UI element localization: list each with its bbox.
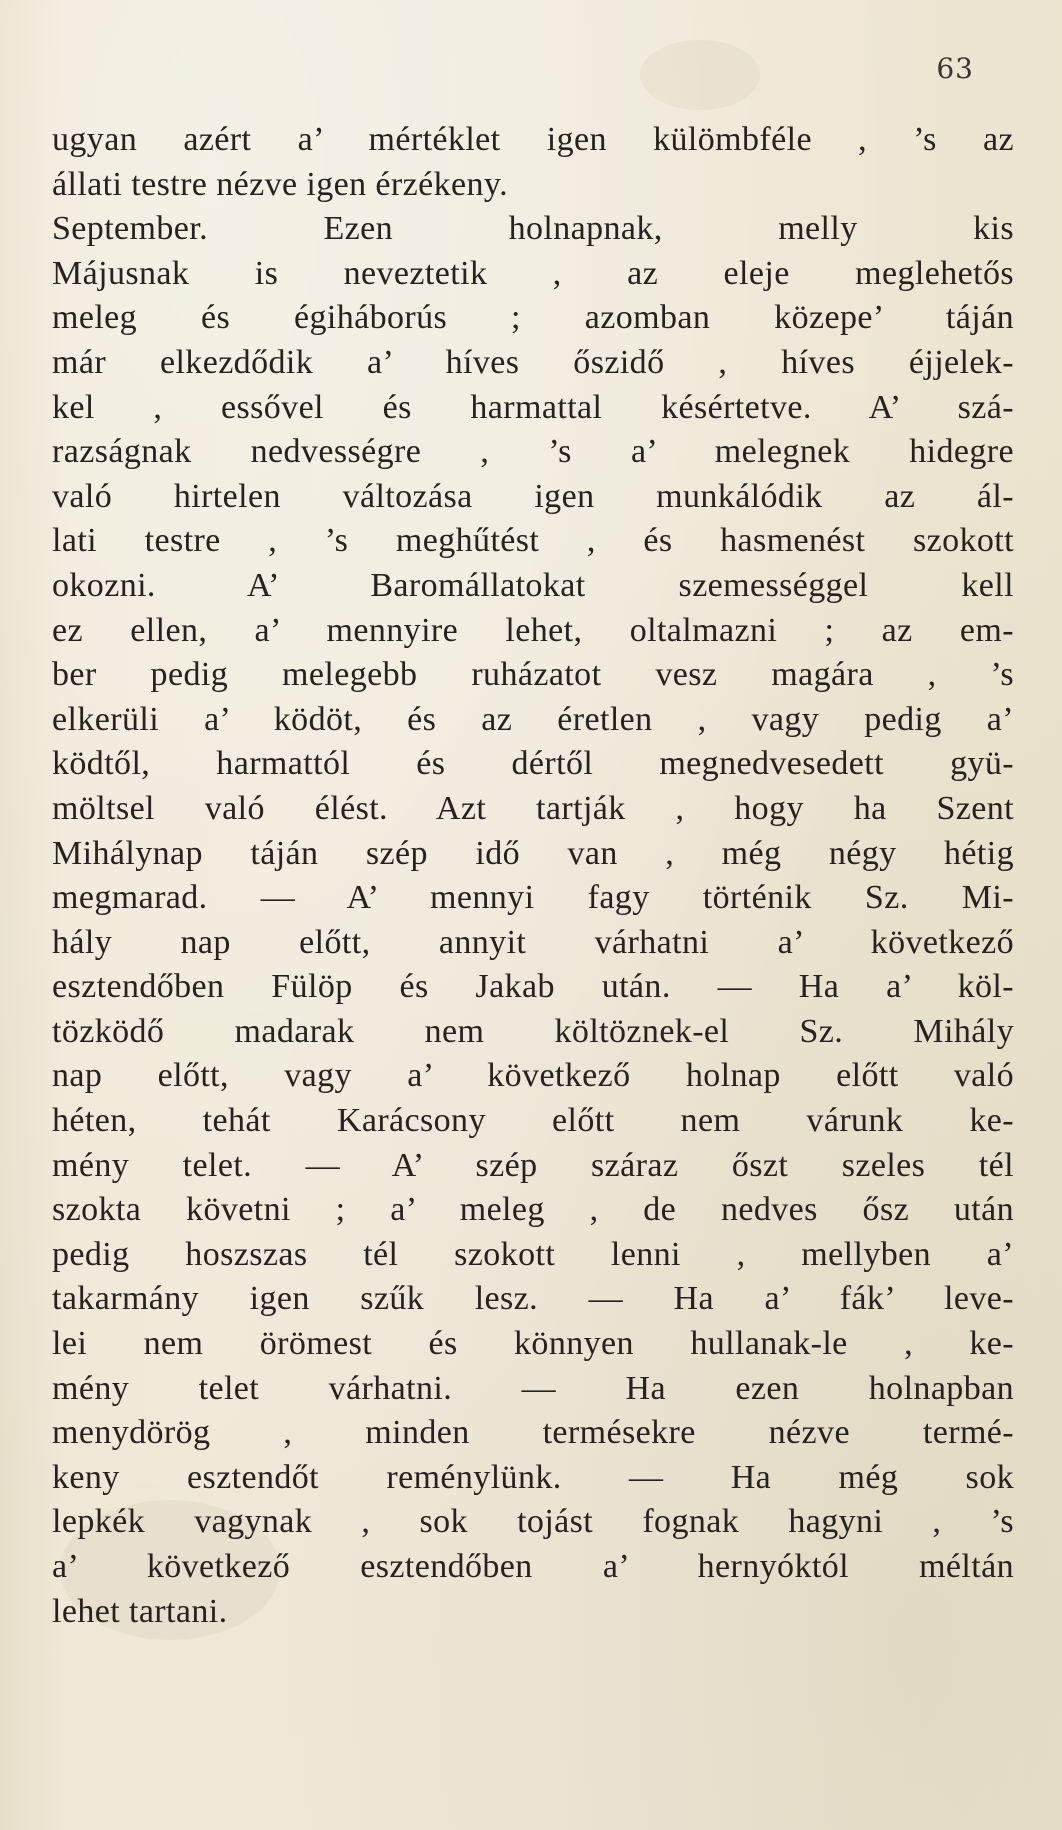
text-line: héten, tehát Karácsony előtt nem várunk ke- [52,1102,1014,1140]
page-number: 63 [936,52,974,85]
text-line: lepkék vagynak , sok tojást fognak hagyni , ’s [52,1503,1014,1541]
text-line: való hirtelen változása igen munkálódik az ál- [52,477,1014,515]
text-line: Májusnak is neveztetik , az eleje meglehetős [52,254,1014,292]
text-line: állati testre nézve igen érzékeny. [52,165,508,203]
text-line: pedig hoszszas tél szokott lenni , mellyben a’ [52,1235,1014,1273]
text-line: lei nem örömest és könnyen hullanak-le , ke- [52,1325,1014,1363]
text-line: esztendőben Fülöp és Jakab után. — Ha a’ köl- [52,968,1014,1006]
text-line: a’ következő esztendőben a’ hernyóktól méltán [52,1548,1014,1585]
text-line: keny esztendőt reménylünk. — Ha még sok [52,1458,1014,1496]
text-line: takarmány igen szűk lesz. — Ha a’ fák’ leve- [52,1280,1014,1318]
text-line: Mihálynap táján szép idő van , még négy hétig [52,834,1014,872]
text-line: elkerüli a’ ködöt, és az éretlen , vagy pedig a’ [52,700,1014,738]
text-line: ködtől, harmattól és dértől megnedvesedett gyü- [52,745,1014,783]
text-line: mény telet. — A’ szép száraz őszt szeles tél [52,1146,1014,1184]
text-line: möltsel való élést. Azt tartják , hogy ha Szent [52,789,1014,827]
paper-stain [640,40,760,110]
text-line: menydörög , minden termésekre nézve termé- [52,1414,1014,1452]
text-line: meleg és égiháborús ; azomban közepe’ táján [52,299,1014,337]
text-line: razságnak nedvességre , ’s a’ melegnek hidegre [52,433,1014,471]
text-line: hály nap előtt, annyit várhatni a’ következő [52,923,1014,961]
body-text [52,118,1014,1634]
text-line: okozni. A’ Baromállatokat szemességgel kell [52,566,1014,604]
text-line: szokta követni ; a’ meleg , de nedves ősz után [52,1191,1014,1229]
text-line: lehet tartani. [52,1592,228,1630]
text-line: ber pedig melegebb ruházatot vesz magára , ’s [52,656,1014,694]
text-line: már elkezdődik a’ híves őszidő , híves éjjelek- [52,343,1014,381]
text-line: megmarad. — A’ mennyi fagy történik Sz. Mi- [52,879,1014,917]
text-line: lati testre , ’s meghűtést , és hasmenést szokott [52,522,1014,560]
text-line: mény telet várhatni. — Ha ezen holnapban [52,1369,1014,1407]
text-line: ugyan azért a’ mértéklet igen külömbféle , ’s az [52,121,1014,158]
text-line: tözködő madarak nem költöznek-el Sz. Mihály [52,1012,1014,1050]
text-line: September. Ezen holnapnak, melly kis [52,210,1014,248]
text-line: ez ellen, a’ mennyire lehet, oltalmazni ; az em- [52,611,1014,649]
text-line: kel , essővel és harmattal késértetve. A’ szá- [52,388,1014,426]
text-line: nap előtt, vagy a’ következő holnap előtt való [52,1057,1014,1095]
